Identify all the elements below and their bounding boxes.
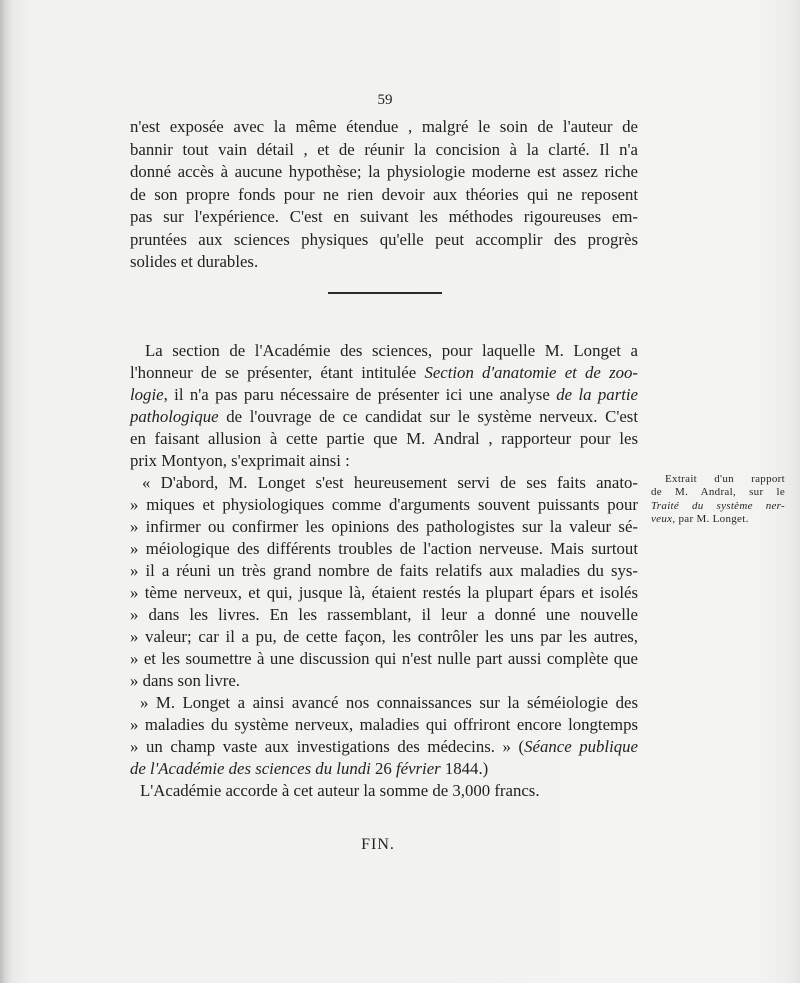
text-line: » il a réuni un très grand nombre de faits relatifs aux maladies du sys- xyxy=(130,561,638,580)
text-line xyxy=(130,340,638,362)
intro-paragraph xyxy=(130,116,638,274)
text-line: solides et durables. xyxy=(130,252,259,271)
note-line xyxy=(651,500,785,513)
text-line xyxy=(130,362,638,384)
section-separator-rule xyxy=(328,292,442,294)
text-line: de son propre fonds pour ne rien devoir aux théories qui ne reposent xyxy=(130,184,638,204)
text-line: pruntées aux sciences physiques qu'elle peut accomplir des progrès xyxy=(130,229,638,249)
italic-text: veux xyxy=(651,513,673,526)
text-line xyxy=(130,384,638,406)
text-segment: de l'ouvrage de ce candidat sur le système nerveux. C'est xyxy=(218,407,638,426)
text-line xyxy=(130,450,638,472)
text-segment: » maladies du système nerveux, maladies qui offriront encore longtemps xyxy=(130,715,638,734)
text-segment: prix Montyon, s'exprimait ainsi : xyxy=(130,451,350,470)
text-line xyxy=(130,406,638,428)
italic-text: pathologique xyxy=(130,407,219,426)
text-line: » dans les livres. En les rassemblant, il leur a donné une nouvelle xyxy=(130,605,638,624)
main-text-block xyxy=(130,340,638,802)
text-line: » infirmer ou confirmer les opinions des pathologistes sur la valeur sé- xyxy=(130,517,638,536)
conclusion-line: L'Académie accorde à cet auteur la somme de 3,000 francs. xyxy=(140,781,540,800)
text-segment: La section de l'Académie des sciences, pour laquelle M. Longet a xyxy=(145,341,638,360)
quote-paragraph xyxy=(130,472,638,692)
note-line xyxy=(651,513,785,526)
text-line xyxy=(130,714,638,736)
italic-text: Section d'anatomie et de zoo- xyxy=(424,363,638,382)
italic-text: de l'Académie des sciences du lundi xyxy=(130,759,371,778)
text-line: pas sur l'expérience. C'est en suivant les méthodes rigoureuses em- xyxy=(130,207,638,226)
text-segment: » M. Longet a ainsi avancé nos connaissances sur la séméiologie des xyxy=(140,693,638,712)
text-line: » dans son livre. xyxy=(130,671,240,690)
text-line: » miques et physiologiques comme d'arguments souvent puissants pour xyxy=(130,495,638,514)
text-line xyxy=(130,736,638,758)
italic-text: logie xyxy=(130,385,164,404)
note-line xyxy=(651,486,785,499)
text-line: bannir tout vain détail , et de réunir la concision à la clarté. Il n'a xyxy=(130,139,638,159)
page-number: 59 xyxy=(377,92,393,108)
text-line: n'est exposée avec la même étendue , malgré le soin de l'auteur de xyxy=(130,117,638,136)
text-segment: Extrait d'un rapport xyxy=(665,473,785,485)
text-segment: de M. Andral, sur le xyxy=(651,486,785,499)
text-segment: , par M. Longet. xyxy=(672,513,749,526)
text-segment: en faisant allusion à cette partie que M. Andral , rapporteur pour les xyxy=(130,429,638,448)
italic-text: Séance publique xyxy=(524,737,638,756)
text-line xyxy=(130,692,638,714)
margin-note xyxy=(651,473,785,527)
text-line: » tème nerveux, et qui, jusque là, étaient restés la plupart épars et isolés xyxy=(130,583,638,602)
note-line xyxy=(651,473,785,486)
text-segment: » un champ vaste aux investigations des médecins. » ( xyxy=(130,737,525,756)
text-segment: , il n'a pas paru nécessaire de présenter ici une analyse xyxy=(163,385,557,404)
text-line xyxy=(130,428,638,450)
text-line: « D'abord, M. Longet s'est heureusement servi de ses faits anato- xyxy=(142,473,638,492)
section-paragraph xyxy=(130,340,638,472)
italic-text: février xyxy=(395,759,441,778)
text-line: donné accès à aucune hypothèse; la physiologie moderne est assez riche xyxy=(130,162,638,181)
text-line xyxy=(130,758,638,780)
closing-word: FIN. xyxy=(361,836,395,853)
italic-text: de la partie xyxy=(556,385,638,404)
text-segment: l'honneur de se présenter, étant intitulée xyxy=(130,363,425,382)
quote-paragraph xyxy=(130,692,638,780)
text-line: » méiologique des différents troubles de l'action nerveuse. Mais surtout xyxy=(130,539,638,558)
italic-text: Traité du système ner- xyxy=(651,499,785,512)
text-line: » et les soumettre à une discussion qui n'est nulle part aussi complète que xyxy=(130,649,638,668)
text-line: » valeur; car il a pu, de cette façon, les contrôler les uns par les autres, xyxy=(130,627,638,646)
text-segment: 1844.) xyxy=(440,759,489,778)
text-segment: 26 xyxy=(370,759,396,778)
